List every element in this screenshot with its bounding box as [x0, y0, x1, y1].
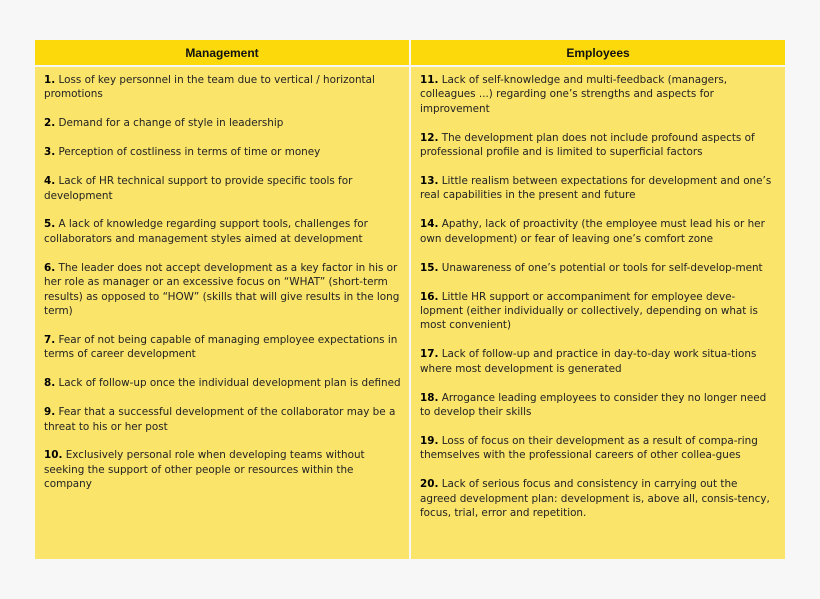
- item-number: 16.: [420, 290, 439, 303]
- management-column: [35, 67, 409, 559]
- list-item: [44, 448, 401, 491]
- management-header: [35, 40, 409, 65]
- item-text: Arrogance leading employees to consider they no longer need to develop their skills: [420, 391, 767, 418]
- list-item: [420, 131, 777, 160]
- list-item: [420, 391, 777, 420]
- item-text: Exclusively personal role when developing teams without seeking the support of other people or resources within the company: [44, 449, 365, 491]
- item-number: 7.: [44, 333, 56, 346]
- item-number: 12.: [420, 131, 439, 144]
- list-item: [420, 347, 777, 376]
- item-number: 17.: [420, 348, 439, 361]
- item-text: Lack of self-knowledge and multi-feedback (managers, colleagues ...) regarding one’s strengths and aspects for improvement: [420, 74, 728, 115]
- employees-header: [411, 40, 785, 65]
- item-number: 8.: [44, 377, 56, 390]
- employees-header-label: Employees: [566, 45, 630, 60]
- item-number: 6.: [44, 261, 56, 274]
- list-item: [44, 116, 401, 130]
- item-number: 14.: [420, 218, 439, 231]
- item-number: 11.: [420, 74, 439, 86]
- item-text: Lack of HR technical support to provide specific tools for development: [44, 175, 353, 202]
- list-item: [44, 73, 401, 102]
- item-text: Fear that a successful development of the collaborator may be a threat to his or her post: [44, 406, 396, 433]
- list-item: [420, 217, 777, 246]
- item-number: 9.: [44, 406, 56, 419]
- item-number: 2.: [44, 117, 56, 130]
- list-item: [44, 217, 401, 246]
- item-number: 15.: [420, 261, 439, 274]
- item-text: Apathy, lack of proactivity (the employee must lead his or her own development) or fear of leaving one’s comfort zone: [420, 218, 765, 245]
- list-item: [420, 174, 777, 203]
- item-text: Lack of follow-up and practice in day-to-day work situa-tions where most development is generated: [420, 348, 757, 375]
- list-item: [420, 290, 777, 333]
- list-item: [420, 477, 777, 520]
- item-text: Lack of follow-up once the individual development plan is defined: [58, 377, 401, 390]
- item-number: 5.: [44, 218, 56, 231]
- list-item: [420, 73, 777, 116]
- list-item: [44, 376, 401, 390]
- item-number: 3.: [44, 146, 56, 159]
- item-text: The leader does not accept development as a key factor in his or her role as manager or an excessive focus on “WHAT” (short-term results) as opposed to “HOW” (skills that will give results in the long term): [44, 261, 400, 317]
- item-text: The development plan does not include profound aspects of professional profile and is limited to superficial factors: [420, 131, 755, 159]
- item-number: 10.: [44, 449, 63, 462]
- item-number: 13.: [420, 175, 439, 188]
- item-text: Perception of costliness in terms of time or money: [58, 146, 321, 159]
- item-text: Fear of not being capable of managing employee expectations in terms of career development: [44, 333, 398, 361]
- list-item: [44, 261, 401, 319]
- list-item: [44, 333, 401, 362]
- item-number: 1.: [44, 74, 56, 86]
- list-item: [44, 174, 401, 203]
- item-text: Lack of serious focus and consistency in carrying out the agreed development plan: development is, above all, consis-tency, focus, trial, error and repetition.: [420, 478, 770, 520]
- item-text: Demand for a change of style in leadership: [58, 117, 284, 130]
- item-number: 19.: [420, 434, 439, 447]
- item-number: 18.: [420, 391, 439, 404]
- item-number: 4.: [44, 175, 56, 188]
- employees-column: [411, 67, 785, 559]
- list-item: [44, 405, 401, 434]
- item-number: 20.: [420, 478, 439, 491]
- item-text: Little realism between expectations for development and one’s real capabilities in the present and future: [420, 175, 772, 202]
- list-item: [44, 145, 401, 159]
- item-text: Loss of focus on their development as a result of compa-ring themselves with the professional careers of other collea-gues: [420, 434, 758, 462]
- item-text: Little HR support or accompaniment for employee deve-lopment (either individually or collectively, depending on what is most convenient): [420, 290, 758, 332]
- management-header-label: Management: [185, 45, 259, 60]
- comparison-table: [35, 40, 785, 559]
- item-text: A lack of knowledge regarding support tools, challenges for collaborators and management styles aimed at development: [44, 218, 368, 245]
- list-item: [420, 434, 777, 463]
- list-item: [420, 261, 777, 275]
- item-text: Loss of key personnel in the team due to vertical / horizontal promotions: [44, 74, 375, 101]
- item-text: Unawareness of one’s potential or tools for self-develop-ment: [441, 261, 763, 274]
